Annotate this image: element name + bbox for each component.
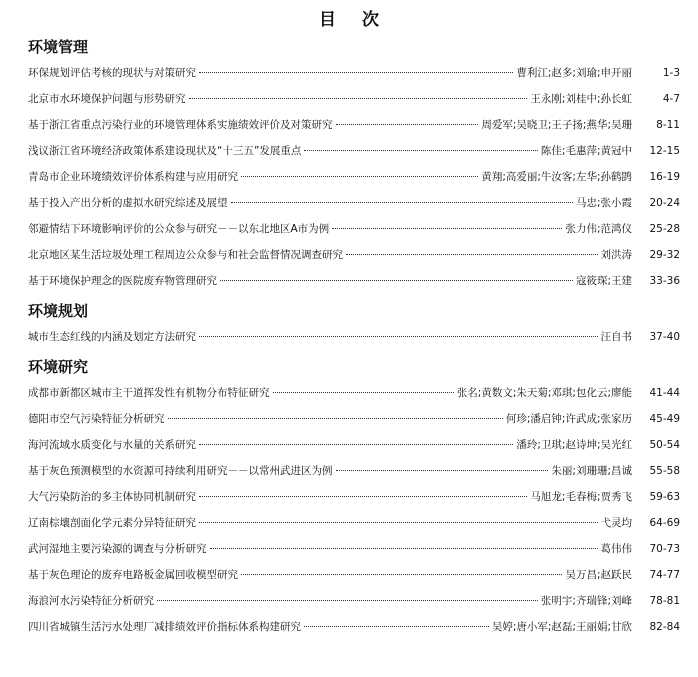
dot-leader: [168, 418, 503, 419]
dot-leader: [336, 124, 479, 125]
entry-authors: 张力伟;范鸿仪: [565, 223, 632, 235]
entry-title: 大气污染防治的多主体协同机制研究: [28, 491, 196, 503]
entry-pages: 50-54: [649, 439, 680, 451]
entry-title: 城市生态红线的内涵及划定方法研究: [28, 331, 196, 343]
entry-title: 成都市新都区城市主干道挥发性有机物分布特征研究: [28, 387, 270, 399]
entry-authors: 马忠;张小霞: [575, 197, 632, 209]
toc-entry[interactable]: [28, 458, 680, 484]
page-title: 目 次: [319, 10, 389, 30]
toc-entry[interactable]: [28, 324, 680, 350]
entry-authors: 王永刚;刘桂中;孙长虹: [530, 93, 632, 105]
entry-title: 四川省城镇生活污水处理厂减排绩效评价指标体系构建研究: [28, 621, 301, 633]
toc-section: [28, 298, 680, 350]
entry-authors: 朱丽;刘珊珊;昌诚: [551, 465, 632, 477]
entry-pages: 82-84: [649, 621, 680, 633]
dot-leader: [199, 522, 598, 523]
section-heading: 环境研究: [28, 358, 89, 376]
entry-pages: 25-28: [649, 223, 680, 235]
entry-authors: 周爱军;吴晓卫;王子扬;燕华;吴珊: [481, 119, 632, 131]
entry-title: 基于灰色理论的废弃电路板金属回收模型研究: [28, 569, 238, 581]
toc-entry[interactable]: [28, 216, 680, 242]
dot-leader: [189, 98, 528, 99]
dot-leader: [304, 150, 538, 151]
dot-leader: [241, 176, 478, 177]
entry-pages: 59-63: [649, 491, 680, 503]
entry-authors: 潘玲;卫琪;赵诗坤;吴光红: [516, 439, 632, 451]
toc-section: [28, 354, 680, 640]
entry-title: 邻避情结下环境影响评价的公众参与研究－－以东北地区A市为例: [28, 223, 330, 235]
dot-leader: [231, 202, 573, 203]
entry-pages: 33-36: [649, 275, 680, 287]
entry-pages: 8-11: [656, 119, 680, 131]
toc-entry[interactable]: [28, 484, 680, 510]
entry-pages: 41-44: [649, 387, 680, 399]
entry-pages: 55-58: [649, 465, 680, 477]
toc-entry[interactable]: [28, 112, 680, 138]
toc-entry[interactable]: [28, 138, 680, 164]
entry-pages: 74-77: [649, 569, 680, 581]
entry-pages: 20-24: [649, 197, 680, 209]
toc-entry[interactable]: [28, 86, 680, 112]
toc-entry[interactable]: [28, 268, 680, 294]
entry-pages: 64-69: [649, 517, 680, 529]
entry-title: 基于浙江省重点污染行业的环境管理体系实施绩效评价及对策研究: [28, 119, 333, 131]
dot-leader: [199, 496, 527, 497]
entry-authors: 陈佳;毛惠萍;黄冠中: [540, 145, 632, 157]
entry-title: 德阳市空气污染特征分析研究: [28, 413, 165, 425]
entry-authors: 吴万昌;赵跃民: [565, 569, 632, 581]
entry-authors: 汪自书: [600, 331, 632, 343]
entry-title: 北京地区某生活垃圾处理工程周边公众参与和社会监督情况调查研究: [28, 249, 343, 261]
entry-pages: 29-32: [649, 249, 680, 261]
section-heading: 环境管理: [28, 38, 89, 56]
entry-authors: 张名;黄数文;朱天菊;邓琪;包化云;廖能: [456, 387, 632, 399]
toc-entry[interactable]: [28, 60, 680, 86]
entry-pages: 45-49: [649, 413, 680, 425]
entry-authors: 吴婷;唐小军;赵磊;王丽娟;甘欣: [491, 621, 632, 633]
toc-sections: [28, 34, 680, 640]
toc-entry[interactable]: [28, 380, 680, 406]
toc-entry[interactable]: [28, 164, 680, 190]
dot-leader: [304, 626, 489, 627]
entry-pages: 78-81: [649, 595, 680, 607]
toc-entry[interactable]: [28, 614, 680, 640]
entry-authors: 何珍;潘启钟;许武成;张家历: [505, 413, 632, 425]
toc-entry[interactable]: [28, 536, 680, 562]
entry-title: 基于灰色预测模型的水资源可持续利用研究－－以常州武进区为例: [28, 465, 333, 477]
toc-entry[interactable]: [28, 432, 680, 458]
entry-title: 基于环境保护理念的医院废弃物管理研究: [28, 275, 217, 287]
entry-pages: 37-40: [649, 331, 680, 343]
entry-title: 海浪河水污染特征分析研究: [28, 595, 154, 607]
entry-title: 浅议浙江省环境经济政策体系建设现状及“十三五”发展重点: [28, 145, 302, 157]
entry-pages: 16-19: [649, 171, 680, 183]
dot-leader: [199, 72, 513, 73]
entry-authors: 弋灵均: [600, 517, 632, 529]
entry-authors: 刘洪涛: [600, 249, 632, 261]
dot-leader: [241, 574, 562, 575]
dot-leader: [199, 444, 513, 445]
toc-entry[interactable]: [28, 510, 680, 536]
toc-entry[interactable]: [28, 242, 680, 268]
entry-authors: 曹利江;赵多;刘瑜;申开丽: [516, 67, 632, 79]
entry-authors: 葛伟伟: [600, 543, 632, 555]
toc-entry[interactable]: [28, 588, 680, 614]
entry-pages: 1-3: [662, 67, 680, 79]
dot-leader: [336, 470, 549, 471]
toc-section: [28, 34, 680, 294]
entry-pages: 70-73: [649, 543, 680, 555]
dot-leader: [199, 336, 598, 337]
dot-leader: [346, 254, 598, 255]
entry-authors: 寇筱琛;王建: [575, 275, 632, 287]
entry-pages: 4-7: [662, 93, 680, 105]
entry-authors: 马旭龙;毛春梅;贾秀飞: [530, 491, 632, 503]
entry-title: 海河流域水质变化与水量的关系研究: [28, 439, 196, 451]
entry-authors: 张明宇;齐瑞锋;刘峰: [540, 595, 632, 607]
dot-leader: [332, 228, 562, 229]
entry-title: 武河湿地主要污染源的调查与分析研究: [28, 543, 207, 555]
entry-title: 青岛市企业环境绩效评价体系构建与应用研究: [28, 171, 238, 183]
toc-entry[interactable]: [28, 190, 680, 216]
dot-leader: [210, 548, 598, 549]
dot-leader: [273, 392, 454, 393]
section-heading: 环境规划: [28, 302, 89, 320]
entry-authors: 黄翔;高爱丽;牛汝客;左华;孙鹤鹍: [481, 171, 632, 183]
dot-leader: [157, 600, 538, 601]
entry-title: 辽南棕壤剖面化学元素分异特征研究: [28, 517, 196, 529]
dot-leader: [220, 280, 573, 281]
entry-title: 基于投入产出分析的虚拟水研究综述及展望: [28, 197, 228, 209]
entry-title: 北京市水环境保护问题与形势研究: [28, 93, 186, 105]
toc-entry[interactable]: [28, 562, 680, 588]
entry-pages: 12-15: [649, 145, 680, 157]
toc-entry[interactable]: [28, 406, 680, 432]
entry-title: 环保规划评估考核的现状与对策研究: [28, 67, 196, 79]
